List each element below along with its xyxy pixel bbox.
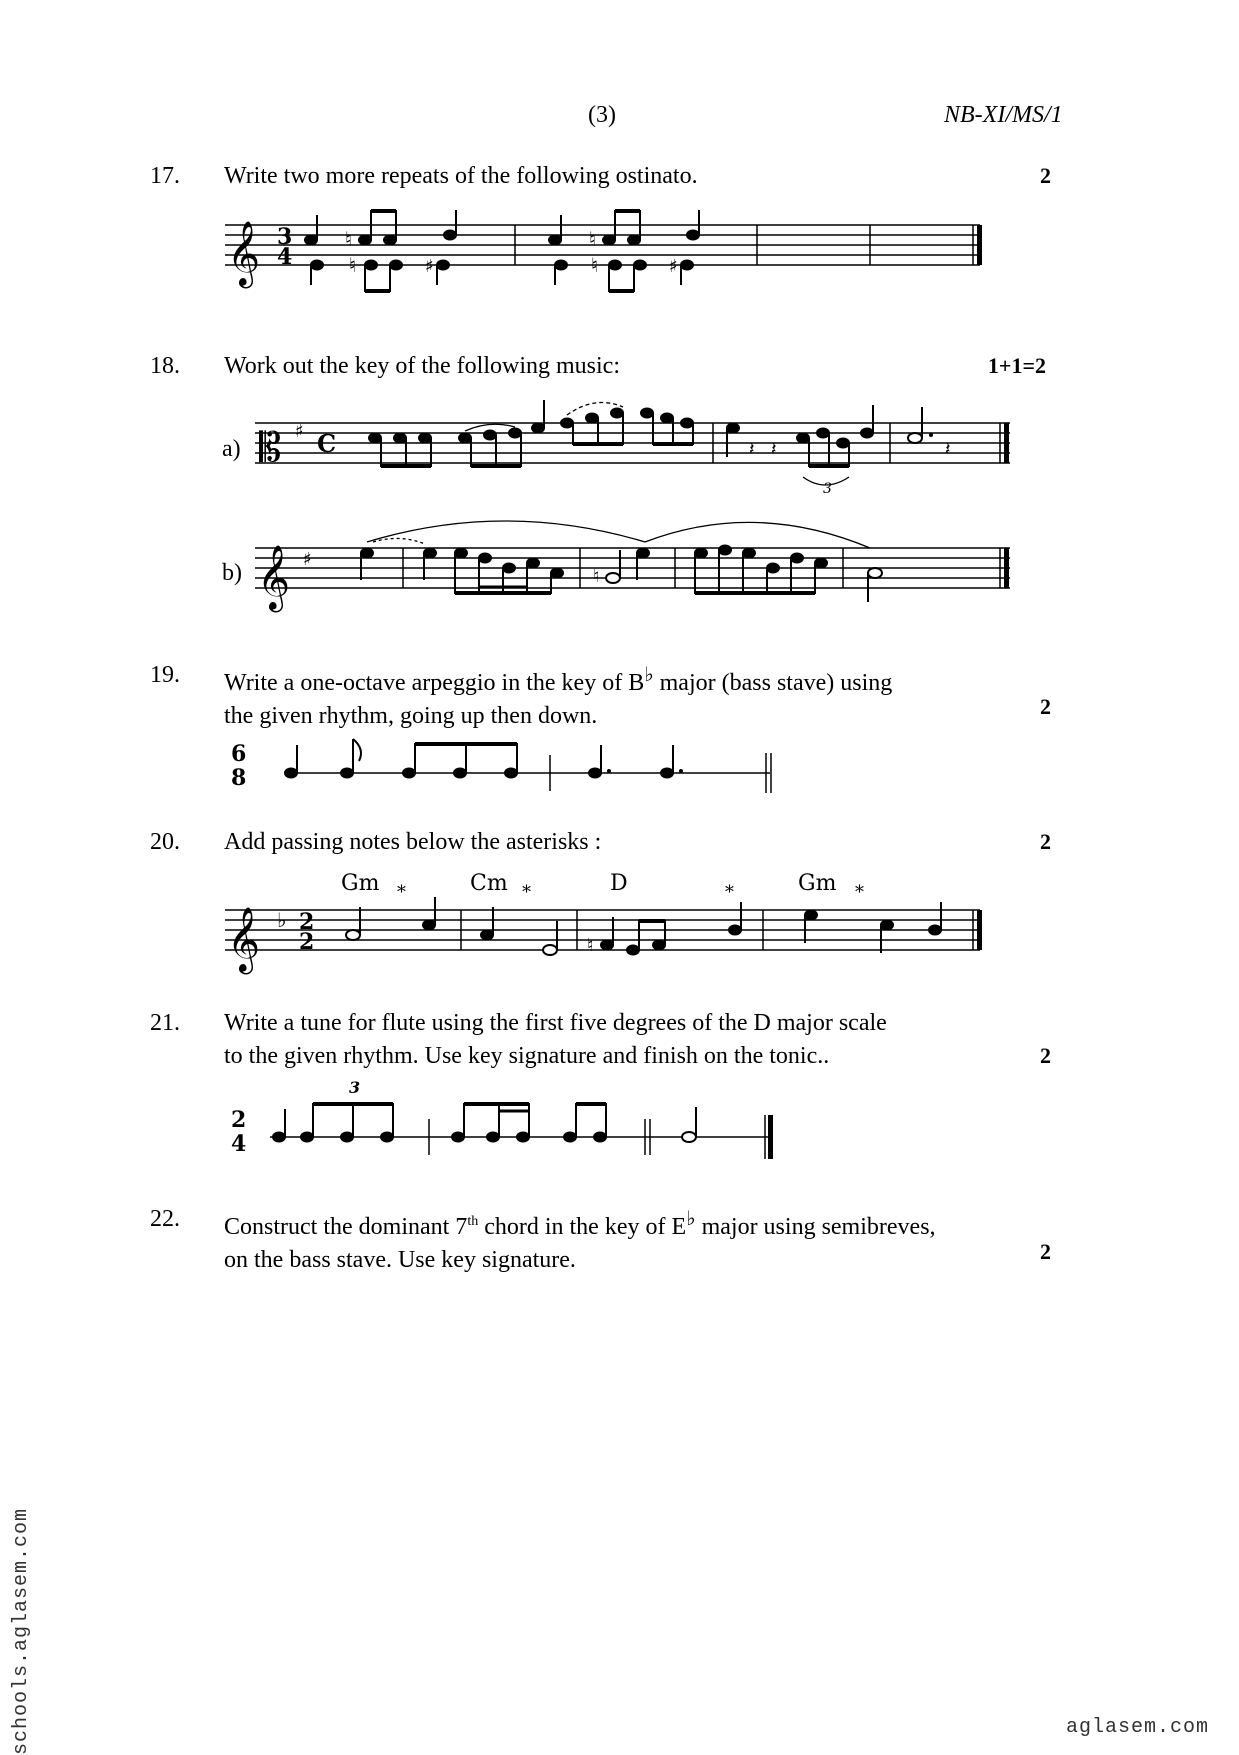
note <box>437 261 449 270</box>
dotted-crotchet <box>589 769 601 778</box>
note <box>881 921 893 930</box>
paper-code: NB-XI/MS/1 <box>944 102 1063 128</box>
dotted-crotchet <box>661 769 673 778</box>
treble-clef: 𝄞 <box>227 221 261 286</box>
dotted-minim <box>908 433 922 443</box>
footer-watermark: aglasem.com <box>1065 1716 1209 1739</box>
note <box>637 549 649 558</box>
note <box>628 236 640 245</box>
note <box>601 941 613 950</box>
note <box>341 769 353 778</box>
key-sharp: ♯ <box>303 549 312 570</box>
beam-group <box>455 549 563 595</box>
note <box>311 261 323 270</box>
marks-21: 2 <box>1040 1043 1051 1068</box>
marks-17: 2 <box>1040 163 1051 188</box>
note <box>687 231 699 240</box>
text-line: on the bass stave. Use key signature. <box>224 1247 576 1273</box>
note <box>365 261 377 270</box>
question-text-19 <box>224 659 892 733</box>
part-b-label: b) <box>222 560 242 586</box>
note <box>603 236 615 245</box>
time-sig-bottom: 4 <box>277 244 293 270</box>
question-text-21 <box>224 1007 887 1073</box>
crotchet-rest: 𝄽 <box>771 439 777 460</box>
flat-sign: ♭ <box>686 1208 696 1230</box>
natural-sign: ♮ <box>587 935 594 956</box>
text-line: Construct the dominant 7 <box>224 1214 468 1240</box>
beam-group <box>641 409 693 446</box>
note <box>384 236 396 245</box>
key-sharp: ♯ <box>295 421 304 442</box>
note <box>532 424 544 433</box>
note <box>555 261 567 270</box>
question-text-18: Work out the key of the following music: <box>224 353 620 379</box>
note <box>609 261 621 270</box>
minim <box>346 930 360 940</box>
beam-group <box>564 1103 606 1142</box>
beam-group <box>797 429 849 468</box>
minim <box>682 1132 696 1142</box>
beam-group <box>301 1103 393 1142</box>
asterisk: * <box>855 882 864 903</box>
text-line: Write a tune for flute using the first five degrees of the D major scale <box>224 1010 887 1036</box>
marks-18: 1+1=2 <box>987 353 1046 378</box>
note <box>729 926 741 935</box>
note <box>861 429 873 438</box>
asterisk: * <box>522 882 531 903</box>
natural-sign: ♮ <box>591 253 599 277</box>
marks-22: 2 <box>1040 1239 1051 1264</box>
chord-symbol: Gm <box>341 871 380 896</box>
triplet-3: 3 <box>349 1078 361 1097</box>
marks-20: 2 <box>1040 829 1051 854</box>
time-sig-top: 6 <box>231 741 247 767</box>
side-watermark: schools.aglasem.com <box>10 1507 33 1755</box>
question-number-19: 19. <box>150 662 180 688</box>
minim <box>606 573 620 583</box>
natural-sign: ♮ <box>589 227 597 251</box>
minim <box>543 945 557 955</box>
text-line: Write a one-octave arpeggio in the key of B <box>224 670 645 696</box>
note <box>634 261 646 270</box>
triplet-3: 3 <box>823 481 832 497</box>
question-text-22 <box>224 1203 936 1277</box>
question-text-20: Add passing notes below the asterisks : <box>224 829 602 855</box>
key-flat: ♭ <box>277 908 287 932</box>
beam-group <box>452 1103 529 1142</box>
text-line: to the given rhythm. Use key signature and finish on the tonic.. <box>224 1043 830 1069</box>
superscript-th: th <box>467 1214 479 1229</box>
note <box>390 261 402 270</box>
treble-clef: 𝄞 <box>257 545 291 610</box>
note <box>805 911 817 920</box>
rhythm-q21 <box>225 1075 805 1165</box>
note <box>273 1133 285 1142</box>
beam-group <box>369 434 431 468</box>
staff-q18a <box>255 395 1015 505</box>
question-number-20: 20. <box>150 829 180 855</box>
staff-q20 <box>225 865 985 975</box>
note <box>481 931 493 940</box>
beam-group <box>561 409 623 446</box>
sharp-sign: ♯ <box>669 256 678 277</box>
note <box>681 261 693 270</box>
page-number: (3) <box>588 102 616 128</box>
time-sig-top: 2 <box>299 909 315 935</box>
question-text-17: Write two more repeats of the following ostinato. <box>224 163 698 189</box>
question-number-18: 18. <box>150 353 180 379</box>
note <box>929 926 941 935</box>
natural-sign: ♮ <box>593 566 600 587</box>
tenor-clef: 𝄡 <box>259 425 282 471</box>
time-sig-bottom: 4 <box>231 1131 247 1157</box>
chord-symbol: D <box>610 871 628 896</box>
natural-sign: ♮ <box>349 253 357 277</box>
sharp-sign: ♯ <box>425 256 434 277</box>
question-number-22: 22. <box>150 1206 180 1232</box>
beam-group <box>459 429 521 468</box>
time-sig-top: 3 <box>277 224 293 250</box>
note <box>423 921 435 930</box>
minim <box>868 568 882 578</box>
flat-sign: ♭ <box>644 664 654 686</box>
text-line: the given rhythm, going up then down. <box>224 703 598 729</box>
note <box>305 236 317 245</box>
note <box>424 549 436 558</box>
note <box>444 231 456 240</box>
time-sig-bottom: 8 <box>231 765 247 791</box>
time-sig-top: 2 <box>231 1107 247 1133</box>
question-number-21: 21. <box>150 1010 180 1036</box>
treble-clef: 𝄞 <box>227 907 261 972</box>
crotchet-rest: 𝄽 <box>749 439 755 460</box>
staff-q18b <box>255 520 1015 630</box>
beam-group <box>695 546 827 595</box>
note <box>285 769 297 778</box>
asterisk: * <box>725 882 734 903</box>
text-line: major (bass stave) using <box>653 670 893 696</box>
crotchet-rest: 𝄽 <box>945 439 951 460</box>
part-a-label: a) <box>222 436 241 462</box>
note <box>359 236 371 245</box>
chord-symbol: Gm <box>798 871 837 896</box>
chord-symbol: Cm <box>470 871 508 896</box>
common-time: C <box>317 429 337 458</box>
text-line: major using semibreves, <box>695 1214 936 1240</box>
note <box>361 549 373 558</box>
staff-q17 <box>225 200 985 320</box>
note <box>549 236 561 245</box>
asterisk: * <box>397 882 406 903</box>
marks-19: 2 <box>1040 694 1051 719</box>
question-number-17: 17. <box>150 163 180 189</box>
note <box>727 424 739 433</box>
natural-sign: ♮ <box>345 227 353 251</box>
text-line: chord in the key of E <box>478 1214 687 1240</box>
time-sig-bottom: 2 <box>299 929 315 955</box>
rhythm-q19 <box>225 725 805 805</box>
